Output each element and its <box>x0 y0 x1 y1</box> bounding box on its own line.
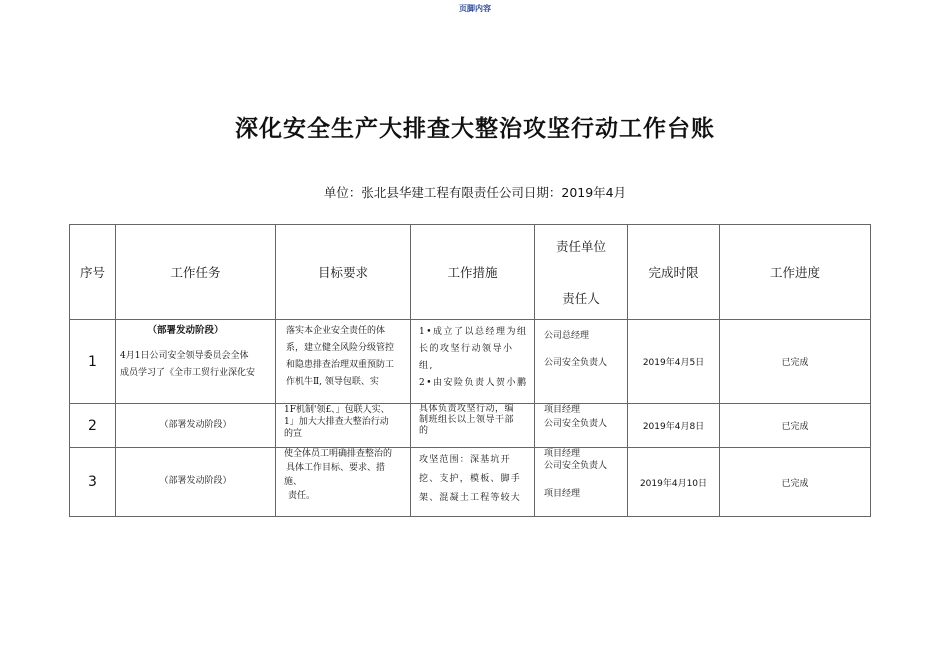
measure-cell <box>411 404 535 448</box>
goal-cell <box>276 404 411 448</box>
measure-line: 制班组长以上领导干部 <box>419 414 515 425</box>
resp-line: 公司安全负责人 <box>544 358 608 369</box>
goal-cell <box>276 448 411 517</box>
header-deadline: 完成时限 <box>628 225 720 320</box>
responsibility-cell <box>535 404 628 448</box>
resp-line: 项目经理 <box>544 489 581 500</box>
header-resp-person: 责任人 <box>562 291 600 306</box>
responsibility-cell <box>535 320 628 404</box>
unit-date-line: 单位：张北县华建工程有限责任公司日期：2019年4月 <box>323 185 627 200</box>
responsibility-cell <box>535 448 628 517</box>
deadline-cell: 2019年4月8日 <box>628 404 720 448</box>
measure-cell <box>411 448 535 517</box>
goal-line: 使全体员工明确排查整治的 <box>284 449 393 459</box>
goal-line: 作机牛Ⅱ, 领导包联、实 <box>286 377 379 388</box>
measure-line: 组, <box>419 361 434 372</box>
measure-cell <box>411 320 535 404</box>
progress-cell: 已完成 <box>720 320 871 404</box>
measure-line: 2•由安险负责人贺小鹏 <box>419 378 528 389</box>
task-cell <box>116 320 276 404</box>
document-title: 深化安全生产大排查大整治攻坚行动工作台账 <box>235 116 715 142</box>
table-header-row <box>70 225 871 320</box>
measure-line: 架、混凝土工程等较大 <box>419 492 522 503</box>
measure-line: 挖、支护，模板、脚手 <box>419 473 522 484</box>
task-cell: （部署发动阶段） <box>116 448 276 517</box>
row-index: 1 <box>70 320 116 404</box>
goal-line: 责任。 <box>288 490 316 501</box>
progress-cell: 已完成 <box>720 448 871 517</box>
row-index: 2 <box>70 404 116 448</box>
resp-line: 公司安全负责人 <box>544 418 608 429</box>
measure-line: 的 <box>419 425 429 436</box>
goal-line: 系，建立健全风险分级管控 <box>286 343 395 354</box>
header-measure: 工作措施 <box>411 225 535 320</box>
goal-line: 1」加大大排查大整治行动 <box>284 417 389 428</box>
header-task: 工作任务 <box>116 225 276 320</box>
resp-line: 公司安全负责人 <box>544 461 608 472</box>
table-row <box>70 448 871 517</box>
task-cell: （部署发动阶段） <box>116 404 276 448</box>
task-line: 成员学习了《全市工贸行业深化安 <box>120 368 256 379</box>
row-index: 3 <box>70 448 116 517</box>
goal-line: 具体工作目标、要求、措 <box>286 462 386 473</box>
goal-cell <box>276 320 411 404</box>
table-row <box>70 404 871 448</box>
goal-line: 落实本企业安全责任的体 <box>286 326 386 336</box>
header-progress: 工作进度 <box>720 225 871 320</box>
resp-line: 公司总经理 <box>544 331 590 341</box>
deadline-cell: 2019年4月10日 <box>628 448 720 517</box>
goal-line: 1F机制'领£、」包联人实、 <box>284 405 390 415</box>
goal-line: 的宣 <box>284 429 303 440</box>
page-header: 页脚内容 <box>459 4 491 13</box>
header-index: 序号 <box>70 225 116 320</box>
deadline-cell: 2019年4月5日 <box>628 320 720 404</box>
task-line: 4月1日公司安全领导委员会全体 <box>120 351 249 361</box>
header-goal: 目标要求 <box>276 225 411 320</box>
measure-line: 长的攻坚行动领导小 <box>419 344 514 355</box>
measure-line: 攻坚范围：深基坑开 <box>419 455 511 465</box>
work-ledger-table <box>69 224 871 517</box>
goal-line: 和隐患排查治理双重预防工 <box>286 360 395 371</box>
header-resp-unit: 责任单位 <box>555 239 606 254</box>
header-responsibility <box>535 225 628 320</box>
task-phase: （部署发动阶段） <box>147 325 224 336</box>
table-row <box>70 320 871 404</box>
resp-line: 项目经理 <box>544 405 581 415</box>
progress-cell: 已完成 <box>720 404 871 448</box>
measure-line: 具体负责攻坚行动，编 <box>419 404 515 414</box>
measure-line: 1•成立了以总经理为组 <box>419 327 528 337</box>
goal-line: 施、 <box>284 476 303 487</box>
resp-line: 项目经理 <box>544 449 581 459</box>
